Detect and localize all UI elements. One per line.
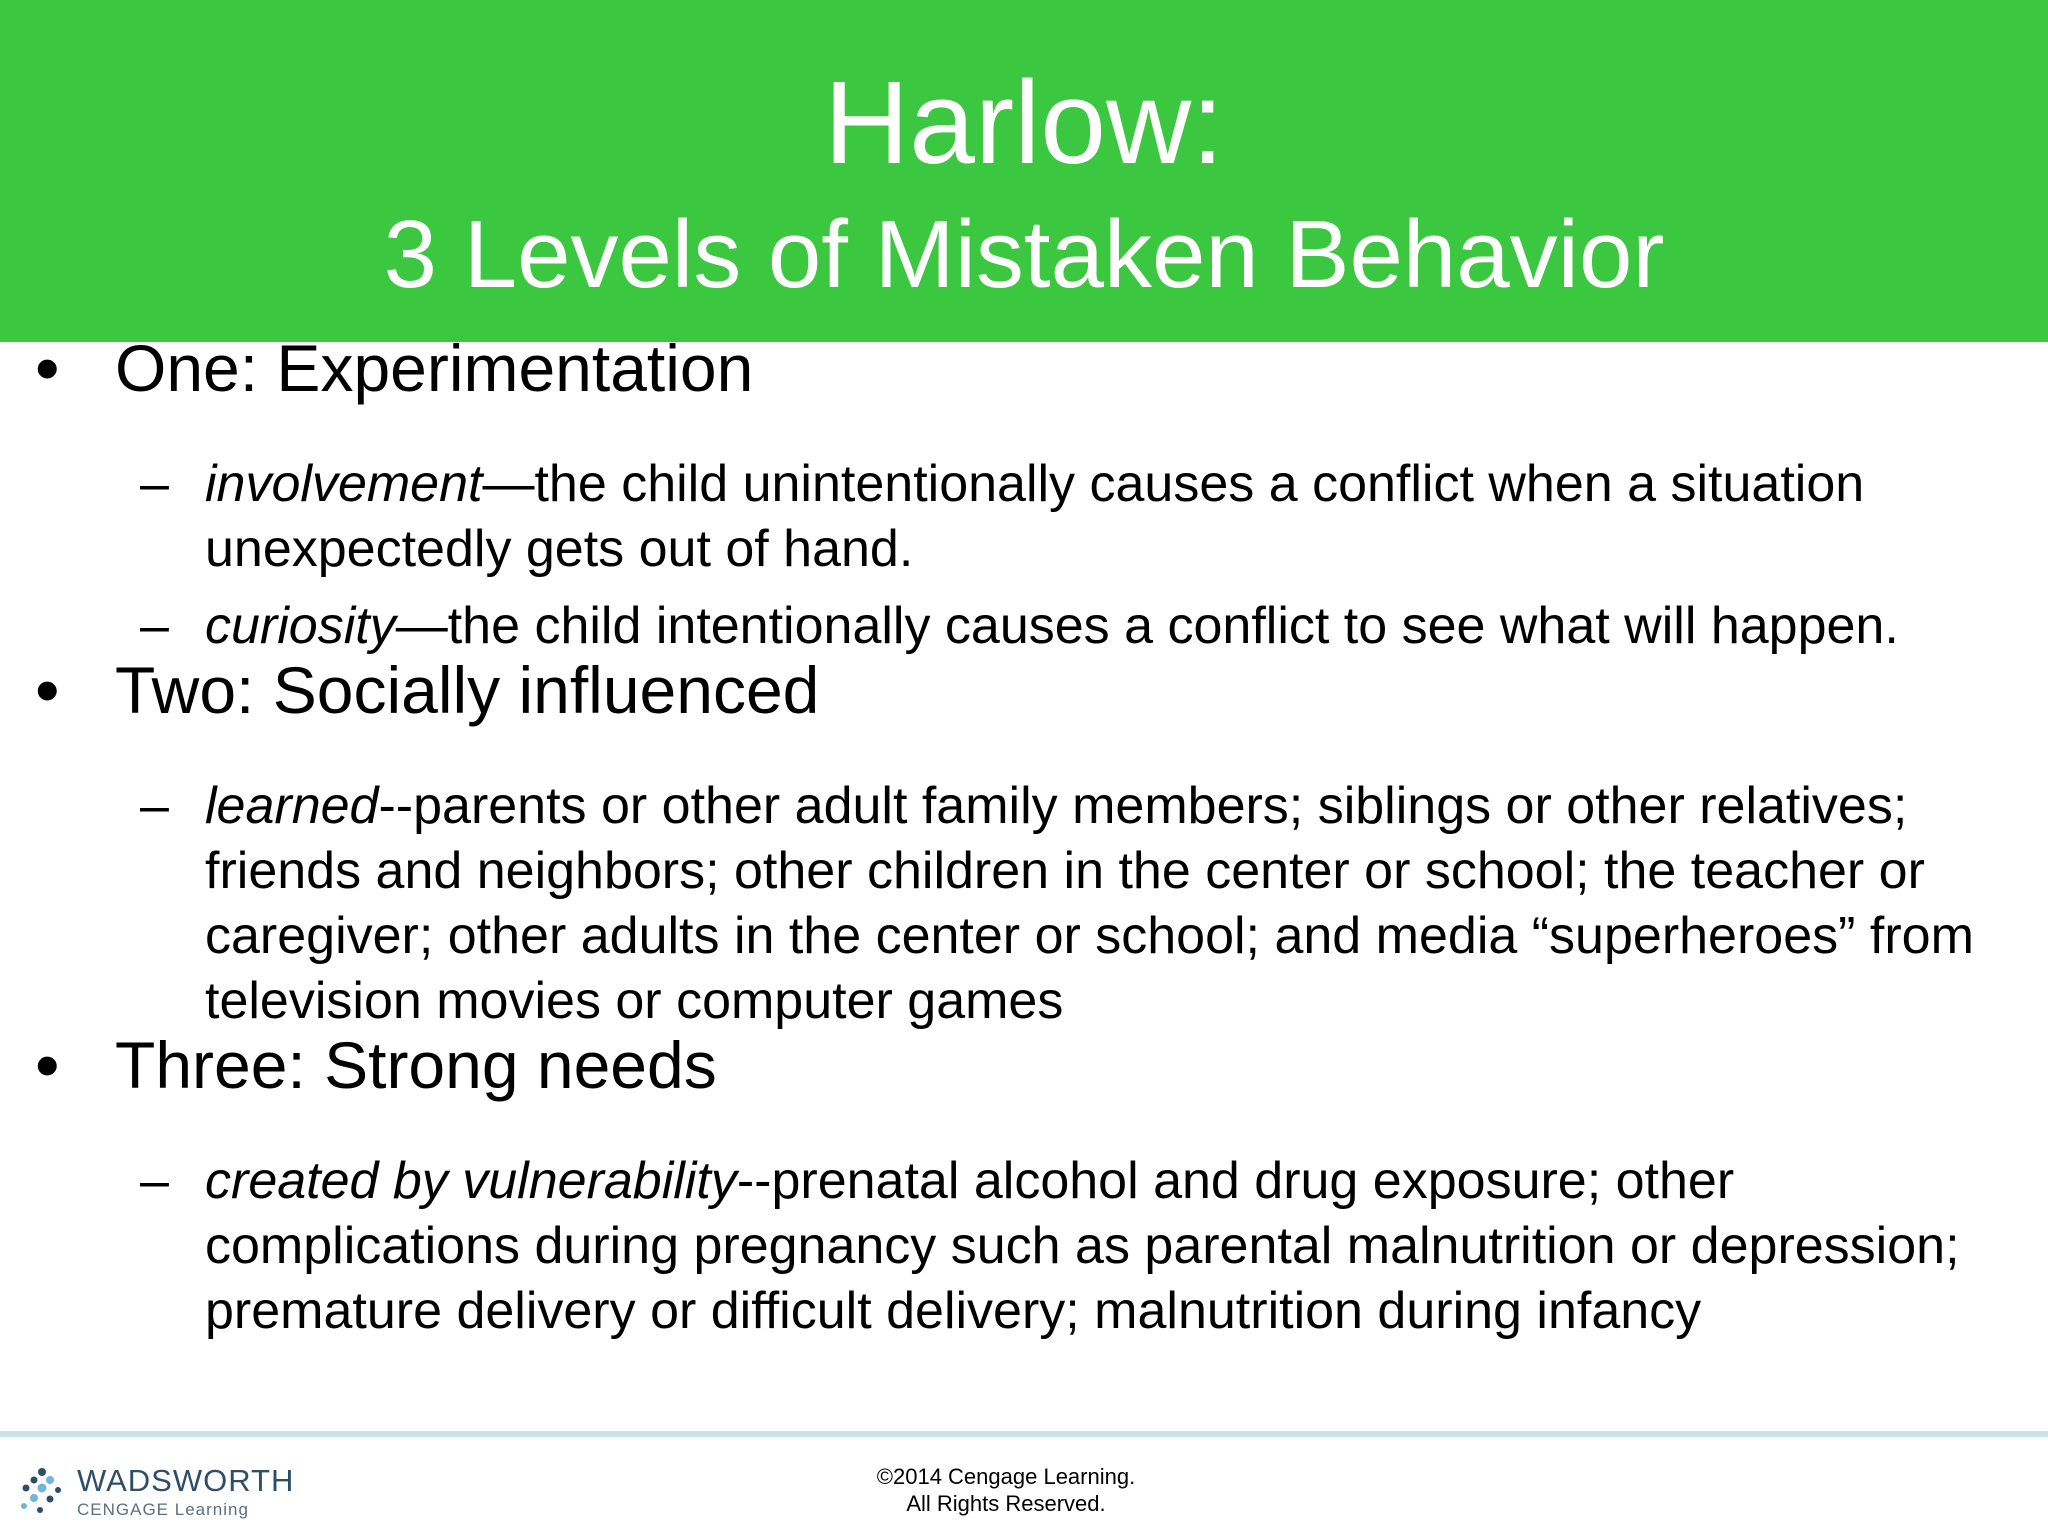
definition: --parents or other adult family members; siblings or other relatives; friends and neighbors; other children in the center or school; the teacher or caregiver; other adults in the center or school; and media “superheroes” from television movies or computer games [205, 777, 1974, 1030]
term: curiosity [205, 597, 396, 655]
bullet-icon: • [35, 651, 60, 729]
definition: —the child intentionally causes a conflict to see what will happen. [395, 597, 1899, 655]
dash-icon: – [140, 777, 169, 835]
definition: —the child unintentionally causes a conflict when a situation unexpectedly gets out of hand. [205, 455, 1865, 578]
bullet-icon: • [35, 1026, 60, 1104]
dash-icon: – [140, 597, 169, 655]
level-three-heading: Three: Strong needs [115, 1028, 717, 1102]
level-two-item-learned [205, 774, 2005, 1034]
slide-title: Harlow: [824, 57, 1224, 189]
copyright-line-1: ©2014 Cengage Learning. [876, 1464, 1136, 1489]
level-two-heading: Two: Socially influenced [115, 653, 820, 727]
wadsworth-logo [20, 1462, 295, 1522]
term: involvement [205, 455, 483, 513]
level-one-heading: One: Experimentation [115, 331, 754, 405]
definition: --prenatal alcohol and drug exposure; other complications during pregnancy such as parental malnutrition or depression; premature delivery or difficult delivery; malnutrition during infancy [205, 1152, 1960, 1340]
slide-subtitle: 3 Levels of Mistaken Behavior [383, 201, 1665, 308]
dash-icon: – [140, 1152, 169, 1210]
term: learned [205, 777, 379, 835]
term: created by vulnerability [205, 1152, 737, 1210]
wadsworth-dots-logo-icon [20, 1466, 70, 1516]
slide-footer [0, 1437, 2048, 1536]
level-one-item-involvement [205, 452, 2005, 582]
slide-header [0, 0, 2048, 342]
logo-name: WADSWORTH [77, 1463, 295, 1498]
level-three-item-vulnerability [205, 1149, 2005, 1344]
dash-icon: – [140, 455, 169, 513]
logo-subtitle: CENGAGE Learning [77, 1500, 249, 1519]
copyright-line-2: All Rights Reserved. [906, 1491, 1106, 1516]
bullet-icon: • [35, 329, 60, 407]
copyright-notice [806, 1463, 1206, 1517]
slide-content [0, 329, 2048, 1432]
